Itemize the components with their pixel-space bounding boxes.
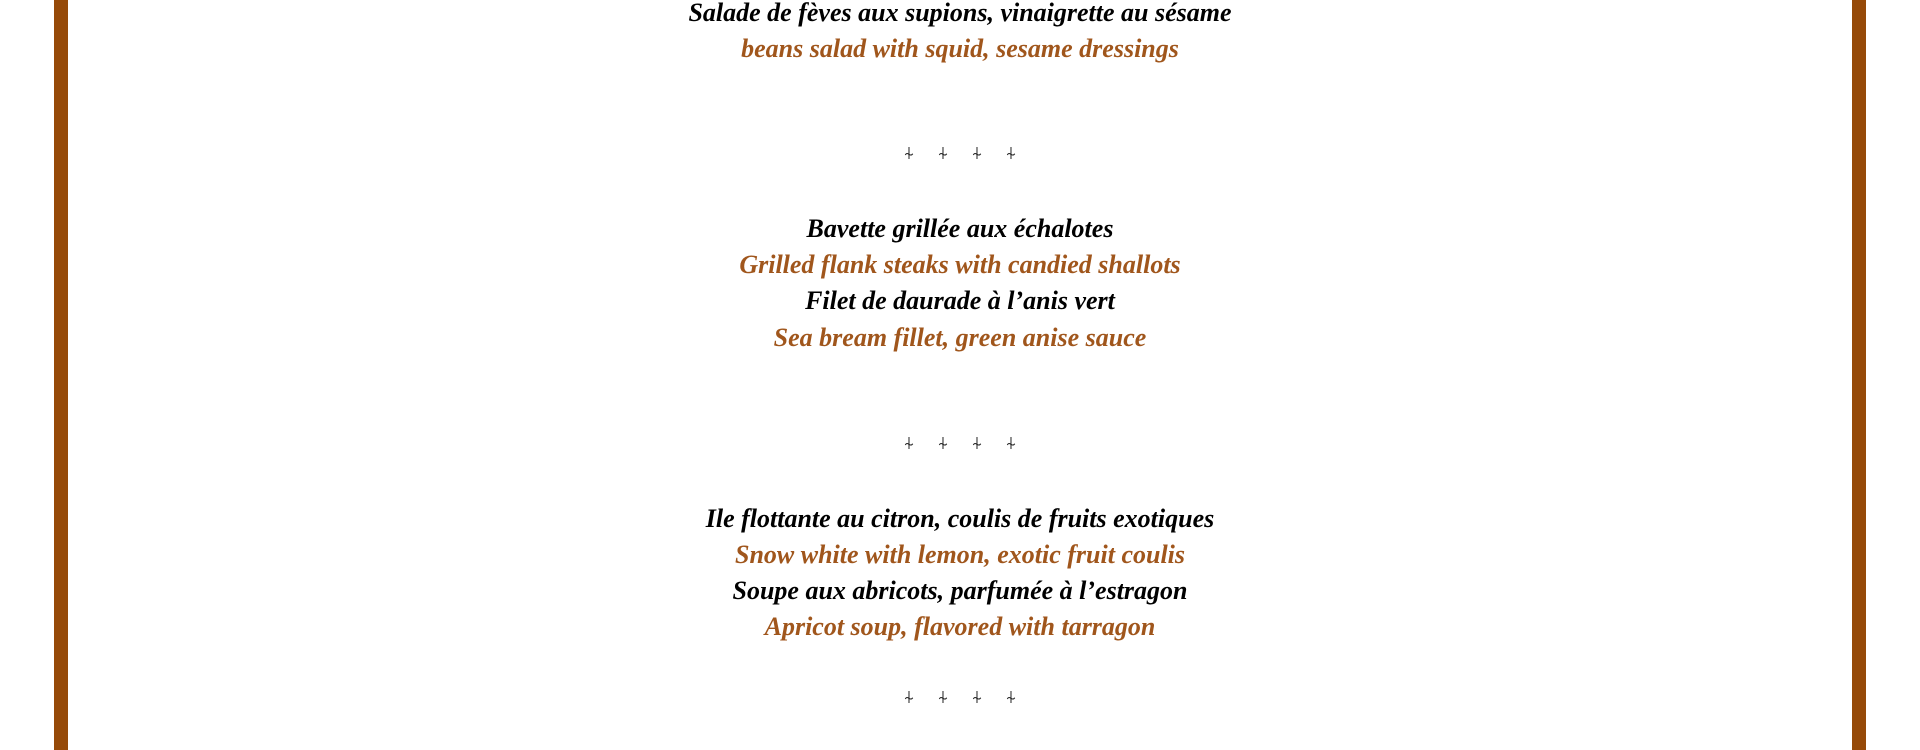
dish-french: Filet de daurade à l’anis vert — [805, 286, 1115, 315]
dish-english: Apricot soup, flavored with tarragon — [764, 612, 1156, 641]
ornament-icon: ⍭ — [971, 687, 983, 708]
ornament-icon: ⍭ — [903, 143, 915, 164]
dish-french: Ile flottante au citron, coulis de fruits exotiques — [705, 504, 1215, 533]
page-border-left — [54, 0, 68, 750]
dish-french: Salade de fèves aux supions, vinaigrette au sésame — [688, 0, 1232, 27]
ornament-icon: ⍭ — [937, 143, 949, 164]
dish-english: beans salad with squid, sesame dressings — [741, 34, 1179, 63]
dish-french: Bavette grillée aux échalotes — [806, 214, 1114, 243]
ornament-icon: ⍭ — [971, 143, 983, 164]
dish-french: Soupe aux abricots, parfumée à l’estragon — [732, 576, 1188, 605]
ornament-icon: ⍭ — [937, 433, 949, 454]
dish-english: Snow white with lemon, exotic fruit coulis — [734, 540, 1186, 569]
ornament-icon: ⍭ — [1005, 433, 1017, 454]
separator-ornaments — [68, 687, 1852, 708]
page-border-right — [1852, 0, 1866, 750]
dish-english: Grilled flank steaks with candied shallots — [739, 250, 1181, 279]
ornament-icon: ⍭ — [1005, 687, 1017, 708]
ornament-icon: ⍭ — [937, 687, 949, 708]
dish-english: Sea bream fillet, green anise sauce — [773, 323, 1147, 352]
ornament-icon: ⍭ — [903, 687, 915, 708]
ornament-icon: ⍭ — [971, 433, 983, 454]
separator-ornaments — [68, 143, 1852, 164]
ornament-icon: ⍭ — [903, 433, 915, 454]
ornament-icon: ⍭ — [1005, 143, 1017, 164]
separator-ornaments — [68, 433, 1852, 454]
